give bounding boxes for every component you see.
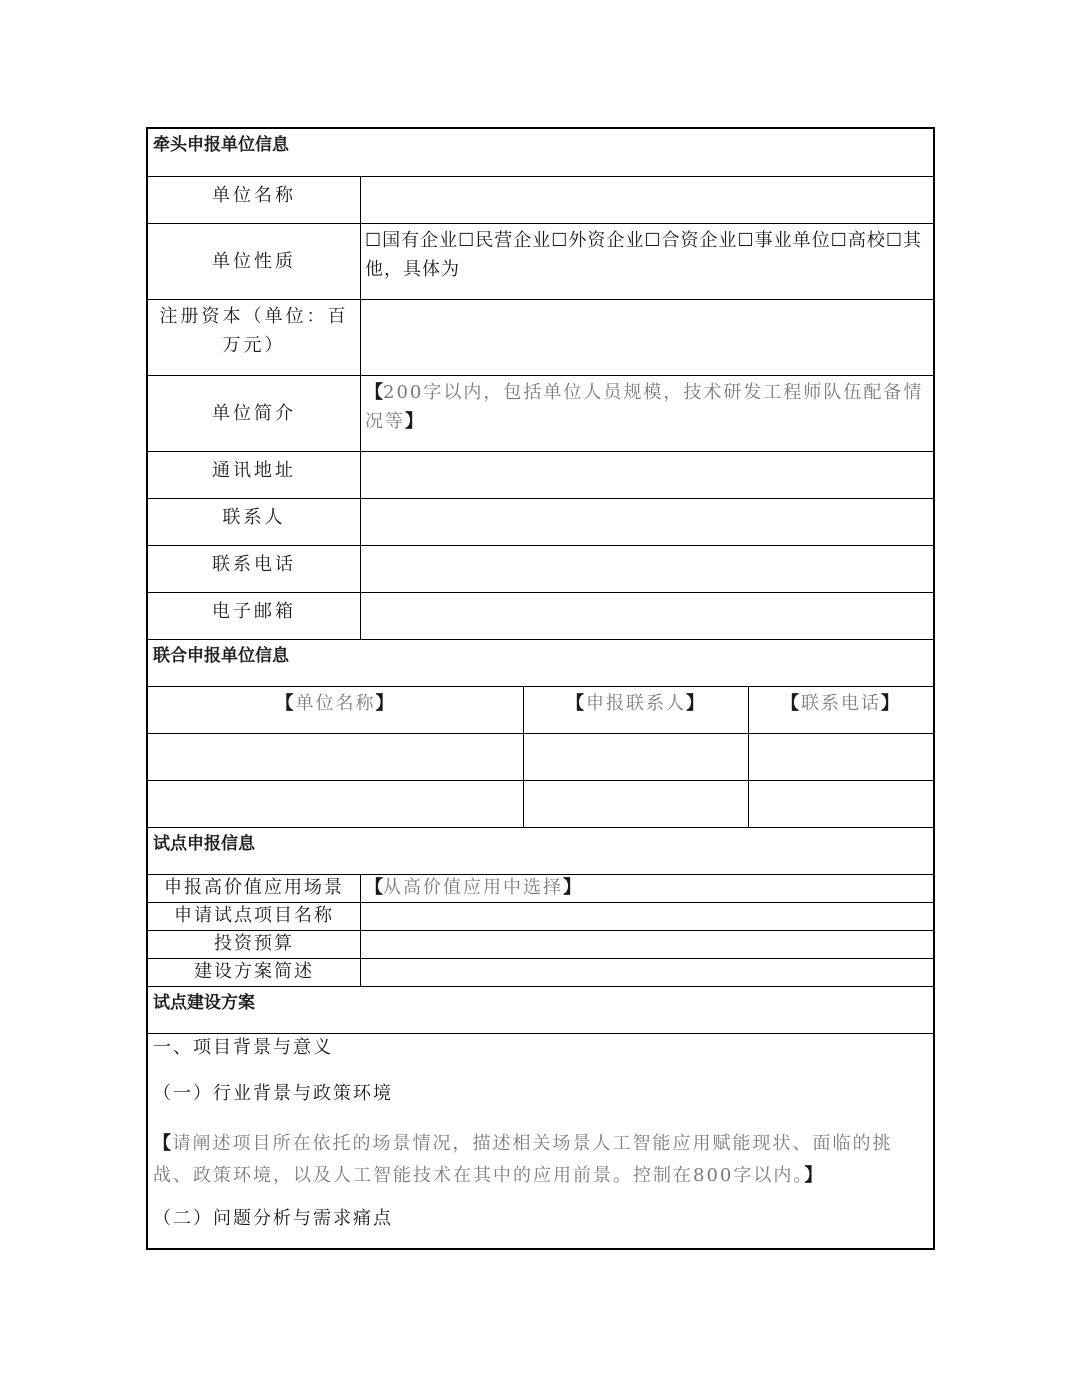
unit-nature-label-text: 单位性质 [212,251,296,272]
pilot-info-section-row [148,827,933,874]
hint-close-bracket: 】 [881,693,901,714]
hint-open-bracket: 【 [365,877,383,898]
pilot-plan-section-row [148,986,933,1033]
address-row [148,451,933,498]
unit-nature-label [148,224,361,299]
unit-intro-label-text: 单位简介 [212,403,296,424]
joint-unit-contact-field[interactable] [524,734,749,780]
project-name-row [148,902,933,930]
unit-intro-row [148,375,933,451]
joint-unit-contact-field[interactable] [524,781,749,827]
budget-field[interactable] [361,931,933,958]
lead-unit-section-title: 牵头申报单位信息 [153,135,289,155]
unit-name-row [148,176,933,223]
contact-label: 联系人 [148,499,361,545]
hint-close-bracket: 】 [405,411,423,432]
joint-unit-phone-field[interactable] [749,734,933,780]
registered-capital-field[interactable] [361,300,933,375]
hint-close-bracket: 】 [563,877,581,898]
unit-nature-row [148,223,933,299]
plan-heading-1: 一、项目背景与意义 [153,1037,333,1058]
email-row [148,592,933,639]
joint-unit-row [148,780,933,827]
hint-close-bracket: 】 [686,693,706,714]
lead-unit-section-row [148,129,933,176]
plan-summary-label: 建设方案简述 [148,959,361,986]
plan-summary-field[interactable] [361,959,933,986]
email-label: 电子邮箱 [148,593,361,639]
joint-col-unit-name-text: 单位名称 [295,693,376,714]
registered-capital-label: 注册资本（单位：百万元） [148,300,361,375]
address-field[interactable] [361,452,933,498]
address-label: 通讯地址 [148,452,361,498]
plan-sub-1-hint [153,1128,928,1192]
joint-col-phone [749,687,933,733]
unit-name-label: 单位名称 [148,177,361,223]
plan-sub-1: （一）行业背景与政策环境 [153,1083,393,1104]
budget-row [148,930,933,958]
application-form-table [146,127,935,1250]
unit-nature-options[interactable]: ☐国有企业☐民营企业☐外资企业☐合资企业☐事业单位☐高校☐其他，具体为 [365,230,922,280]
plan-summary-row [148,958,933,986]
unit-intro-label [148,376,361,451]
registered-capital-row [148,299,933,375]
joint-unit-name-field[interactable] [148,734,524,780]
pilot-plan-content[interactable] [148,1034,933,1248]
hint-open-bracket: 【 [153,1133,173,1154]
contact-field[interactable] [361,499,933,545]
joint-unit-row [148,733,933,780]
hint-close-bracket: 】 [375,693,396,714]
plan-sub-1-hint-text: 请阐述项目所在依托的场景情况，描述相关场景人工智能应用赋能现状、面临的挑战、政策环境，以及人工智能技术在其中的应用前景。控制在800字以内。 [153,1133,893,1186]
project-name-label: 申请试点项目名称 [148,903,361,930]
joint-col-contact [524,687,749,733]
joint-col-phone-text: 联系电话 [801,693,881,714]
plan-sub-2: （二）问题分析与需求痛点 [153,1208,393,1229]
pilot-plan-content-row [148,1033,933,1248]
scene-field[interactable] [361,875,933,902]
hint-open-bracket: 【 [365,382,383,403]
joint-unit-phone-field[interactable] [749,781,933,827]
email-field[interactable] [361,593,933,639]
scene-row [148,874,933,902]
pilot-plan-section-title: 试点建设方案 [153,993,255,1013]
unit-name-field[interactable] [361,177,933,223]
unit-intro-field[interactable] [361,376,933,451]
joint-unit-section-title: 联合申报单位信息 [153,646,289,666]
contact-row [148,498,933,545]
unit-intro-hint: 200字以内，包括单位人员规模，技术研发工程师队伍配备情况等 [365,382,924,432]
scene-label: 申报高价值应用场景 [148,875,361,902]
hint-close-bracket: 】 [804,1165,824,1186]
hint-open-bracket: 【 [275,693,296,714]
scene-hint: 从高价值应用中选择 [383,877,563,898]
phone-row [148,545,933,592]
joint-col-unit-name [148,687,524,733]
hint-open-bracket: 【 [781,693,801,714]
phone-field[interactable] [361,546,933,592]
budget-label: 投资预算 [148,931,361,958]
joint-unit-section-row [148,639,933,686]
hint-open-bracket: 【 [566,693,586,714]
project-name-field[interactable] [361,903,933,930]
pilot-info-section-title: 试点申报信息 [153,834,255,854]
joint-col-contact-text: 申报联系人 [586,693,686,714]
joint-unit-name-field[interactable] [148,781,524,827]
phone-label: 联系电话 [148,546,361,592]
joint-unit-header-row [148,686,933,733]
